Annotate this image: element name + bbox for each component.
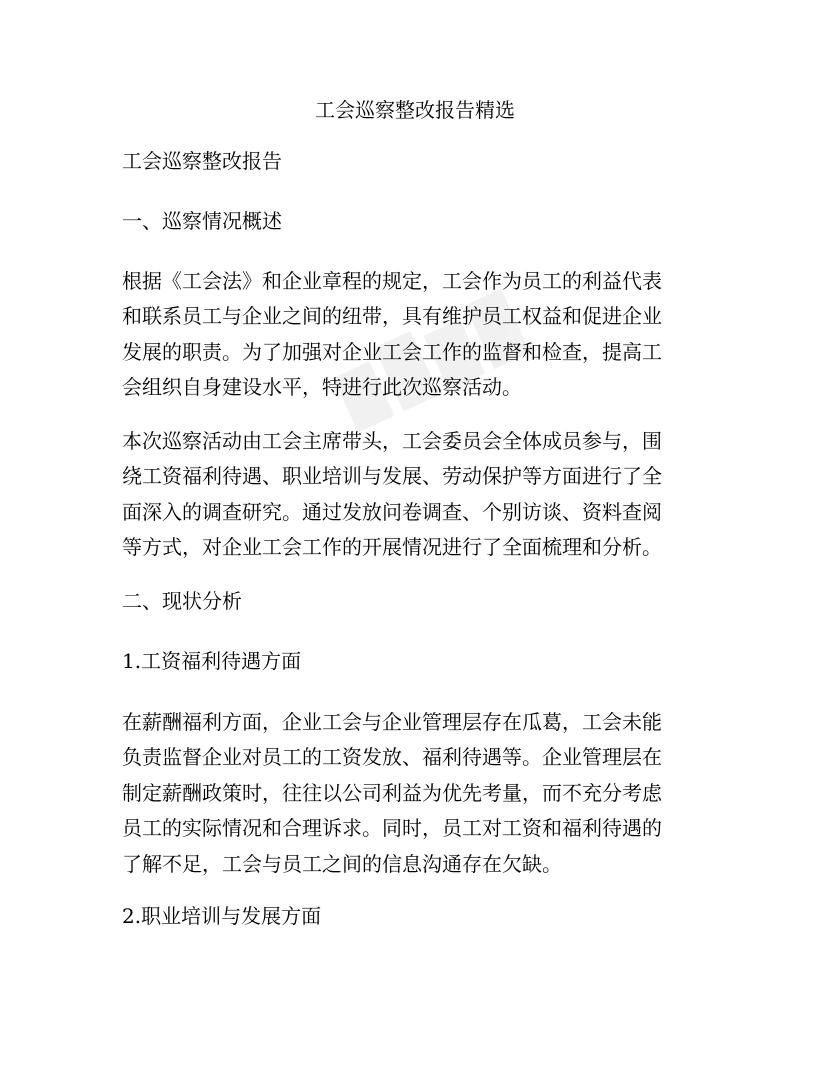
paragraph-overview-activity (122, 424, 722, 566)
paragraph-line: 制定薪酬政策时，往往以公司利益为优先考量，而不充分考虑 (122, 780, 662, 805)
paragraph-line: 根据《工会法》和企业章程的规定，工会作为员工的利益代表 (122, 269, 662, 293)
paragraph-line: 发展的职责。为了加强对企业工会工作的监督和检查，提高工 (122, 339, 662, 364)
paragraph-line: 和联系员工与企业之间的纽带，具有维护员工权益和促进企业 (122, 304, 662, 329)
paragraph-line: 绕工资福利待遇、职业培训与发展、劳动保护等方面进行了全 (122, 464, 662, 489)
subsection-heading-training: 2.职业培训与发展方面 (122, 904, 322, 928)
paragraph-line: 面深入的调查研究。通过发放问卷调查、个别访谈、资料查阅 (122, 499, 662, 524)
paragraph-line: 在薪酬福利方面，企业工会与企业管理层存在瓜葛，工会未能 (122, 710, 662, 734)
paragraph-line: 本次巡察活动由工会主席带头，工会委员会全体成员参与，围 (122, 429, 662, 453)
paragraph-line: 了解不足，工会与员工之间的信息沟通存在欠缺。 (122, 851, 562, 876)
paragraph-line: 员工的实际情况和合理诉求。同时，员工对工资和福利待遇的 (122, 816, 662, 841)
paragraph-line: 负责监督企业对员工的工资发放、福利待遇等。企业管理层在 (122, 745, 662, 770)
section-heading-status: 二、现状分析 (122, 589, 242, 613)
paragraph-overview-basis (122, 264, 722, 406)
paragraph-line: 会组织自身建设水平，特进行此次巡察活动。 (122, 375, 522, 400)
paragraph-wages (122, 705, 722, 882)
subsection-heading-wages: 1.工资福利待遇方面 (122, 649, 302, 673)
section-heading-overview: 一、巡察情况概述 (122, 209, 282, 233)
report-subtitle: 工会巡察整改报告 (122, 149, 282, 173)
document-title: 工会巡察整改报告精选 (315, 98, 515, 122)
paragraph-line: 等方式，对企业工会工作的开展情况进行了全面梳理和分析。 (122, 535, 662, 560)
